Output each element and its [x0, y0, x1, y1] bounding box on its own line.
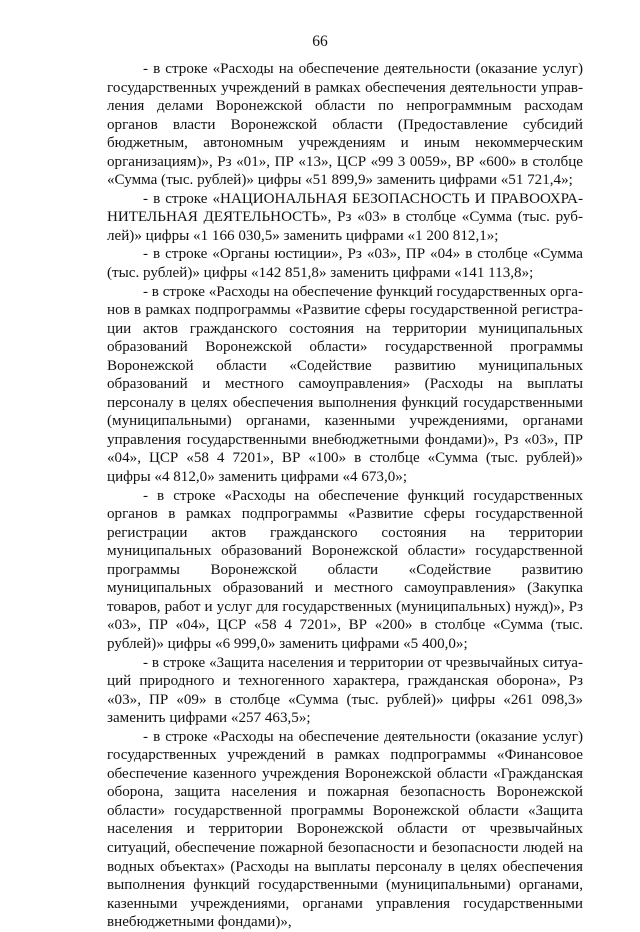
document-body	[107, 60, 583, 932]
amendment-paragraph-2: - в строке «НАЦИОНАЛЬНАЯ БЕЗОПАСНОСТЬ И ПРАВООХРАНИТЕЛЬНАЯ ДЕЯТЕЛЬНОСТЬ», Рз «03» в столбце «Сумма (тыс. рублей)» цифры «1 166 030,5» заменить цифрами «1 200 812,1»;	[107, 190, 583, 244]
amendment-paragraph-5: - в строке «Расходы на обеспечение функций государственных органов в рамках подпрограммы «Развитие сферы государственной регистрации актов гражданского состояния на территории муниципальных образований Воронежской области» государственной программы Воронежской области «Содействие развитию муниципальных образований и местного самоуправления» (Закупка товаров, работ и услуг для государственных (муниципальных) нужд)», Рз «03», ПР «04», ЦСР «58 4 7201», ВР «200» в столбце «Сумма (тыс. рублей)» цифры «6 999,0» заменить цифрами «5 400,0»;	[107, 487, 583, 652]
amendment-paragraph-6: - в строке «Защита населения и территории от чрезвычайных ситуаций природного и техногенного характера, гражданская оборона», Рз «03», ПР «09» в столбце «Сумма (тыс. рублей)» цифры «261 098,3» заменить цифрами «257 463,5»;	[107, 654, 583, 727]
page-number: 66	[312, 33, 328, 50]
amendment-paragraph-3: - в строке «Органы юстиции», Рз «03», ПР «04» в столбце «Сумма (тыс. рублей)» цифры «142 851,8» заменить цифрами «141 113,8»;	[107, 246, 583, 282]
amendment-paragraph-4: - в строке «Расходы на обеспечение функций государственных органов в рамках подпрограммы «Развитие сферы государственной регистрации актов гражданского состояния на территории муниципальных образований Воронежской области» государственной программы Воронежской области «Содействие развитию муниципальных образований и местного самоуправления» (Расходы на выплаты персоналу в целях обеспечения выполнения функций государственными (муниципальными) органами, казенными учреждениями, органами управления государственными внебюджетными фондами)», Рз «03», ПР «04», ЦСР «58 4 7201», ВР «100» в столбце «Сумма (тыс. рублей)» цифры «4 812,0» заменить цифрами «4 673,0»;	[107, 283, 583, 486]
amendment-paragraph-7: - в строке «Расходы на обеспечение деятельности (оказание услуг) государственных учреждений в рамках подпрограммы «Финансовое обеспечение казенного учреждения Воронежской области «Гражданская оборона, защита населения и пожарная безопасность Воронежской области» государственной программы Воронежской области «Защита населения и территории Воронежской области от чрезвычайных ситуаций, обеспечение пожарной безопасности и безопасности людей на водных объектах» (Расходы на выплаты персоналу в целях обеспечения выполнения функций государственными (муниципальными) органами, казенными учреждениями, органами управления государственными внебюджетными фондами)»,	[107, 728, 583, 931]
amendment-paragraph-1: - в строке «Расходы на обеспечение деятельности (оказание услуг) государственных учреждений в рамках обеспечения деятельности управления делами Воронежской области по непрограммным расходам органов власти Воронежской области (Предоставление субсидий бюджетным, автономным учреждениям и иным некоммерческим организациям)», Рз «01», ПР «13», ЦСР «99 3 0059», ВР «600» в столбце «Сумма (тыс. рублей)» цифры «51 899,9» заменить цифрами «51 721,4»;	[107, 61, 583, 189]
